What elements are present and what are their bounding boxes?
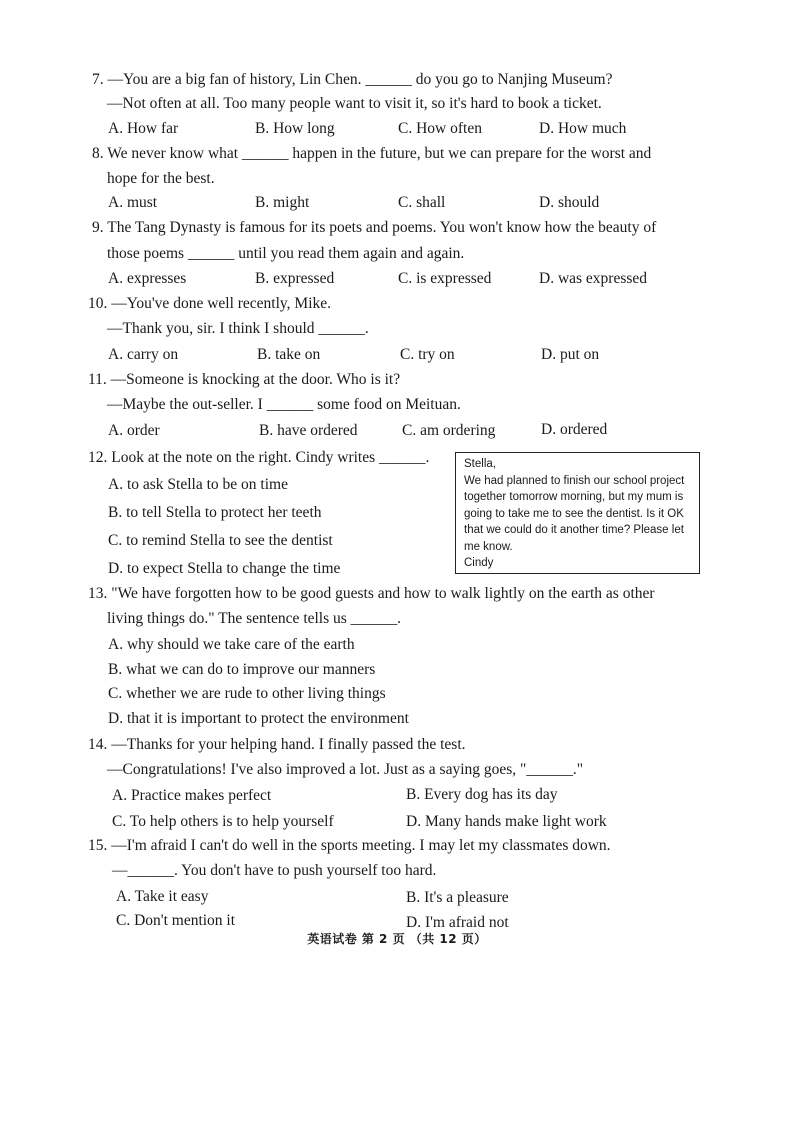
q7-option-b: B. How long [255,120,335,137]
q9-option-d: D. was expressed [539,270,648,287]
q11-stem: 11. —Someone is knocking at the door. Who is it? [88,371,401,388]
q10-option-a: A. carry on [108,346,179,363]
q13-option-c: C. whether we are rude to other living things [108,685,386,702]
note-body-line: me know. [464,540,513,553]
q15-option-d: D. I'm afraid not [406,914,509,931]
q11-option-a: A. order [108,422,160,439]
note-body-line: together tomorrow morning, but my mum is [464,491,684,503]
q12-stem: 12. Look at the note on the right. Cindy writes ______. [88,449,430,466]
q13-option-b: B. what we can do to improve our manners [108,661,376,678]
note-signature: Cindy [464,557,494,569]
q8-option-d: D. should [539,194,600,211]
q7-stem-line2: —Not often at all. Too many people want to visit it, so it's hard to book a ticket. [107,95,602,112]
q13-option-a: A. why should we take care of the earth [108,636,355,653]
q13-stem-line2: living things do." The sentence tells us ______. [107,610,402,627]
q10-option-d: D. put on [541,346,600,363]
note-body-line: that we could do it another time? Please let [464,524,684,536]
q11-option-d: D. ordered [541,421,608,438]
q15-stem-line2: —______. You don't have to push yourself too hard. [112,862,437,879]
q10-option-b: B. take on [257,346,321,363]
q10-stem-line2: —Thank you, sir. I think I should ______. [107,320,369,337]
q9-stem: 9. The Tang Dynasty is famous for its poets and poems. You won't know how the beauty of [92,219,657,236]
q10-stem: 10. —You've done well recently, Mike. [88,295,332,312]
cindy-note-box [455,452,700,574]
q11-stem-line2: —Maybe the out-seller. I ______ some food on Meituan. [107,396,461,413]
q12-option-b: B. to tell Stella to protect her teeth [108,504,322,521]
q9-option-c: C. is expressed [398,270,492,287]
q11-option-c: C. am ordering [402,422,496,439]
q14-option-a: A. Practice makes perfect [112,787,272,804]
note-body-line: We had planned to finish our school project [464,474,685,487]
q9-option-a: A. expresses [108,270,187,287]
q11-option-b: B. have ordered [259,422,358,439]
q15-option-a: A. Take it easy [116,888,209,905]
q12-option-d: D. to expect Stella to change the time [108,560,341,577]
q13-option-d: D. that it is important to protect the environment [108,710,409,727]
q12-option-a: A. to ask Stella to be on time [108,476,288,493]
q9-stem-line2: those poems ______ until you read them again and again. [107,245,465,262]
q13-stem: 13. "We have forgotten how to be good guests and how to walk lightly on the earth as other [88,585,655,602]
q8-option-a: A. must [108,194,158,211]
q15-stem: 15. —I'm afraid I can't do well in the sports meeting. I may let my classmates down. [88,837,611,854]
q14-option-d: D. Many hands make light work [406,813,607,830]
note-greeting: Stella, [464,458,496,470]
q8-option-b: B. might [255,194,310,211]
q14-option-b: B. Every dog has its day [406,786,558,803]
q14-stem: 14. —Thanks for your helping hand. I finally passed the test. [88,736,466,753]
q10-option-c: C. try on [400,346,455,363]
q7-stem: 7. —You are a big fan of history, Lin Chen. ______ do you go to Nanjing Museum? [92,71,613,88]
q14-option-c: C. To help others is to help yourself [112,813,334,830]
q7-option-d: D. How much [539,120,627,137]
q9-option-b: B. expressed [255,270,335,287]
q15-option-c: C. Don't mention it [116,912,236,929]
q7-option-a: A. How far [108,120,179,137]
note-body-line: going to take me to see the dentist. Is it OK [464,507,684,520]
q12-option-c: C. to remind Stella to see the dentist [108,532,333,549]
q8-stem-line2: hope for the best. [107,170,215,187]
q15-option-b: B. It's a pleasure [406,889,509,906]
q14-stem-line2: —Congratulations! I've also improved a lot. Just as a saying goes, "______." [107,761,584,778]
page-footer: 英语试卷 第 2 页 （共 12 页） [307,932,487,946]
q7-option-c: C. How often [398,120,482,137]
q8-option-c: C. shall [398,194,446,211]
q8-stem: 8. We never know what ______ happen in the future, but we can prepare for the worst and [92,145,652,162]
